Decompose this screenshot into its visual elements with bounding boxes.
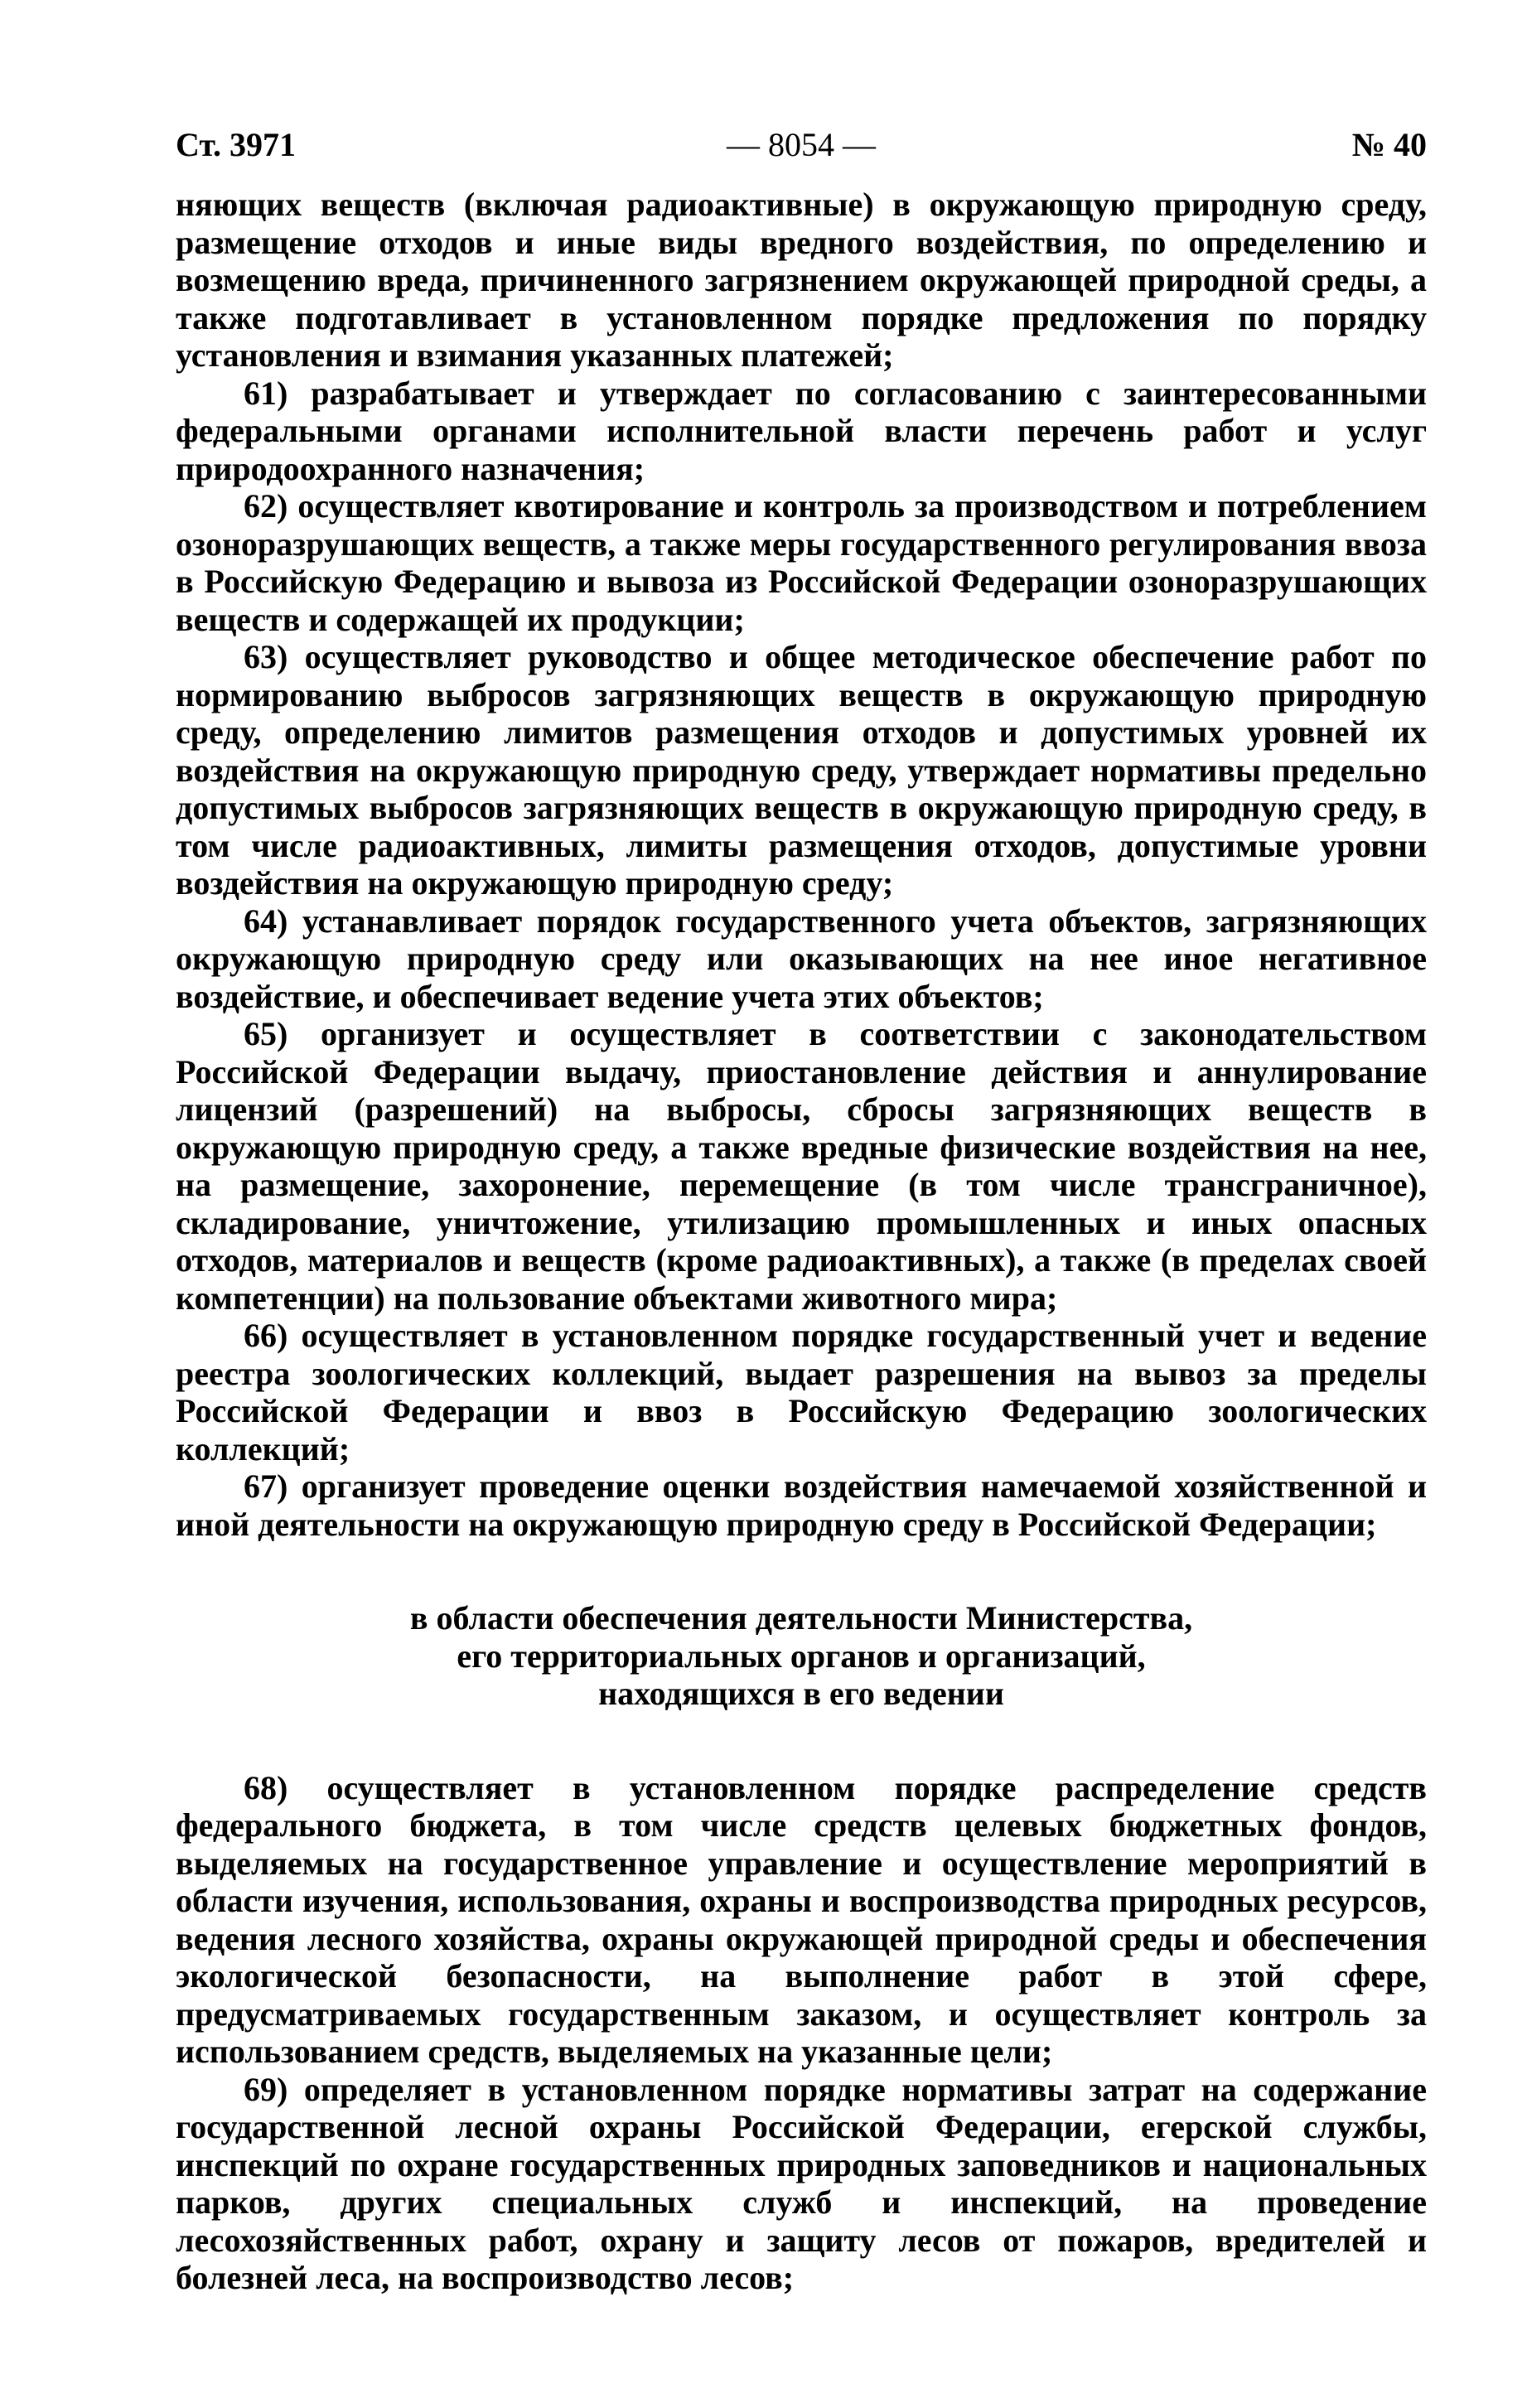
page-number: — 8054 — <box>727 126 876 163</box>
paragraph-item-65: 65) организует и осуществляет в соответствии с законодательством Российской Федерации выдачу, приостановление действия и аннулирование лицензий (разрешений) на выбросы, сбросы загрязняющих веществ в окружающую природную среду, а также вредные физические воздействия на нее, на размещение, захоронение, перемещение (в том числе трансграничное), складирование, уничтожение, утилизацию промышленных и иных опасных отходов, материалов и веществ (кроме радиоактивных), а также (в пределах своей компетенции) на пользование объектами животного мира; <box>176 1015 1427 1317</box>
body-text <box>176 186 1427 2297</box>
paragraph-item-64: 64) устанавливает порядок государственного учета объектов, загрязняющих окружающую природную среду или оказывающих на нее иное негативное воздействие, и обеспечивает ведение учета этих объектов; <box>176 902 1427 1015</box>
paragraph-item-63: 63) осуществляет руководство и общее методическое обеспечение работ по нормированию выбросов загрязняющих веществ в окружающую природную среду, определению лимитов размещения отходов и допустимых уровней их воздействия на окружающую природную среду, утверждает нормативы предельно допустимых выбросов загрязняющих веществ в окружающую природную среду, в том числе радиоактивных, лимиты размещения отходов, допустимые уровни воздействия на окружающую природную среду; <box>176 638 1427 902</box>
paragraph-item-62: 62) осуществляет квотирование и контроль за производством и потреблением озоноразрушающих веществ, а также меры государственного регулирования ввоза в Российскую Федерацию и вывоза из Российской Федерации озоноразрушающих веществ и содержащей их продукции; <box>176 487 1427 638</box>
section-heading-line: находящихся в его ведении <box>598 1675 1004 1712</box>
article-number: Ст. 3971 <box>176 126 296 163</box>
paragraph-item-61: 61) разрабатывает и утверждает по согласованию с заинтересованными федеральными органами исполнительной власти перечень работ и услуг природоохранного назначения; <box>176 374 1427 487</box>
paragraph-item-66: 66) осуществляет в установленном порядке государственный учет и ведение реестра зоологических коллекций, выдает разрешения на вывоз за пределы Российской Федерации и ввоз в Российскую Федерацию зоологических коллекций; <box>176 1317 1427 1468</box>
section-heading-line: его территориальных органов и организаций, <box>457 1637 1146 1675</box>
paragraph-item-68: 68) осуществляет в установленном порядке распределение средств федерального бюджета, в том числе средств целевых бюджетных фондов, выделяемых на государственное управление и осуществление мероприятий в области изучения, использования, охраны и воспроизводства природных ресурсов, ведения лесного хозяйства, охраны окружающей природной среды и обеспечения экологической безопасности, на выполнение работ в этой сфере, предусматриваемых государственным заказом, и осуществляет контроль за использованием средств, выделяемых на указанные цели; <box>176 1768 1427 2070</box>
section-heading-line: в области обеспечения деятельности Министерства, <box>409 1599 1193 1637</box>
paragraph-item-67: 67) организует проведение оценки воздействия намечаемой хозяйственной и иной деятельности на окружающую природную среду в Российской Федерации; <box>176 1468 1427 1543</box>
page-header <box>176 116 1427 174</box>
section-heading <box>176 1599 1427 1713</box>
issue-number: № 40 <box>1351 126 1427 163</box>
paragraph-item-69: 69) определяет в установленном порядке нормативы затрат на содержание государственной лесной охраны Российской Федерации, егерской службы, инспекций по охране государственных природных заповедников и национальных парков, других специальных служб и инспекций, на проведение лесохозяйственных работ, охрану и защиту лесов от пожаров, вредителей и болезней леса, на воспроизводство лесов; <box>176 2070 1427 2296</box>
document-page <box>176 116 1427 2297</box>
paragraph-continuation: няющих веществ (включая радиоактивные) в окружающую природную среду, размещение отходов и иные виды вредного воздействия, по определению и возмещению вреда, причиненного загрязнением окружающей природной среды, а также подготавливает в установленном порядке предложения по порядку установления и взимания указанных платежей; <box>176 186 1427 374</box>
